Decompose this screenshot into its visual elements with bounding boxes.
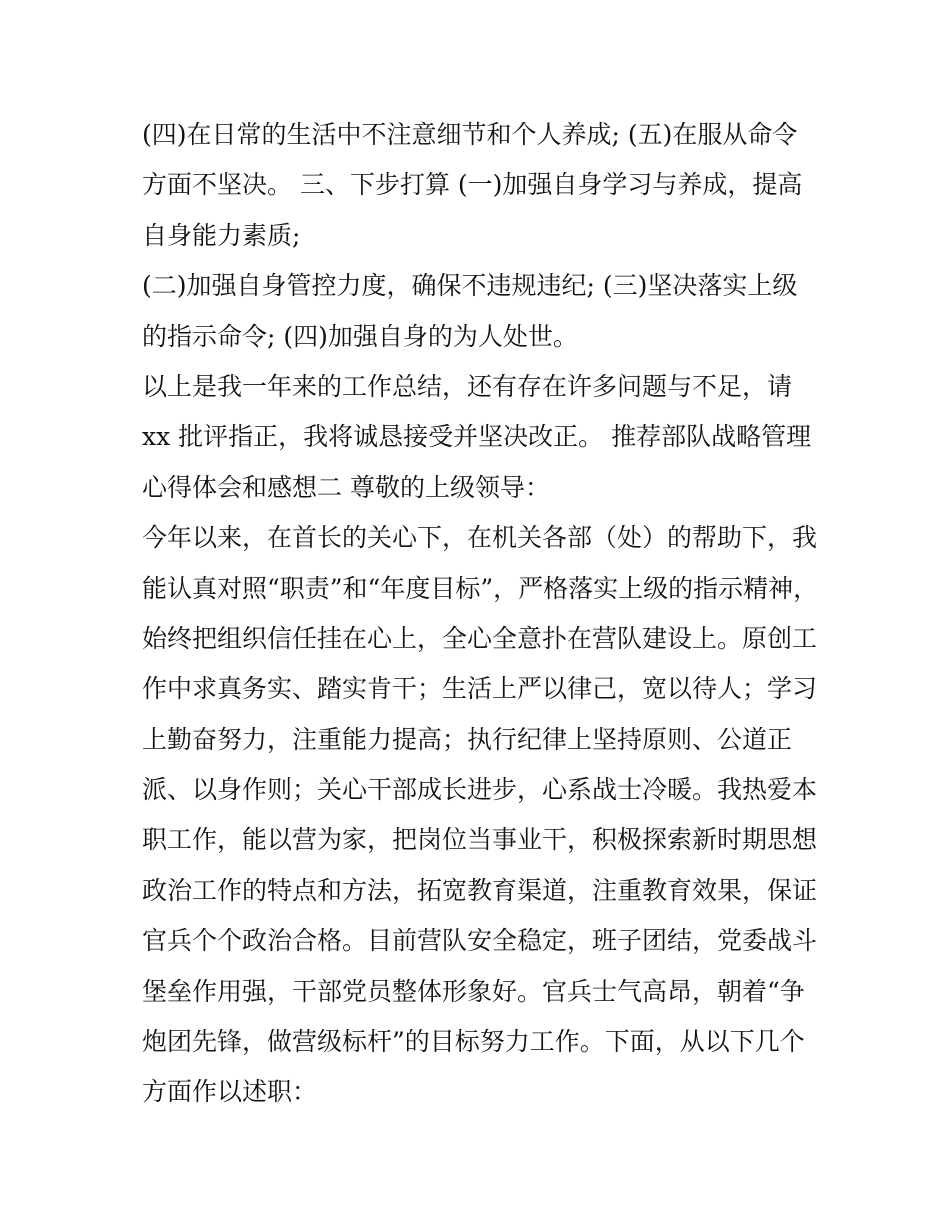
text-line-6: 以上是我一年来的工作总结，还有存在许多问题与不足，请 — [142, 371, 793, 401]
text-line-2: 方面不坚决。 三、下步打算 (一)加强自身学习与养成，提高 — [142, 170, 803, 200]
text-line-12: 作中求真务实、踏实肯干；生活上严以律己，宽以待人；学习 — [142, 674, 818, 704]
text-line-3: 自身能力素质; — [142, 220, 301, 250]
text-line-14: 派、以身作则；关心干部成长进步，心系战士冷暖。我热爱本 — [142, 775, 818, 805]
text-line-13: 上勤奋努力，注重能力提高；执行纪律上坚持原则、公道正 — [142, 724, 793, 754]
text-line-11: 始终把组织信任挂在心上，全心全意扑在营队建设上。原创工 — [142, 623, 818, 653]
document-body — [142, 110, 832, 1118]
text-line-5: 的指示命令; (四)加强自身的为人处世。 — [142, 321, 578, 351]
text-line-10: 能认真对照“职责”和“年度目标”，严格落实上级的指示精神， — [142, 573, 819, 603]
text-line-19: 炮团先锋，做营级标杆”的目标努力工作。下面，从以下几个 — [142, 1027, 805, 1057]
text-line-16: 政治工作的特点和方法，拓宽教育渠道，注重教育效果，保证 — [142, 875, 818, 905]
text-line-20: 方面作以述职： — [142, 1077, 318, 1107]
text-line-4: (二)加强自身管控力度，确保不违规违纪; (三)坚决落实上级 — [142, 271, 798, 301]
text-line-15: 职工作，能以营为家，把岗位当事业干，积极探索新时期思想 — [142, 825, 818, 855]
text-line-17: 官兵个个政治合格。目前营队安全稳定，班子团结，党委战斗 — [142, 926, 818, 956]
text-line-8: 心得体会和感想二 尊敬的上级领导： — [142, 472, 550, 502]
text-line-1: (四)在日常的生活中不注意细节和个人养成; (五)在服从命令 — [142, 120, 798, 149]
text-line-18: 堡垒作用强，干部党员整体形象好。官兵士气高昂，朝着“争 — [142, 976, 805, 1006]
text-line-7: xx 批评指正，我将诚恳接受并坚决改正。 推荐部队战略管理 — [142, 422, 812, 452]
text-line-9: 今年以来，在首长的关心下，在机关各部（处）的帮助下，我 — [142, 523, 818, 553]
